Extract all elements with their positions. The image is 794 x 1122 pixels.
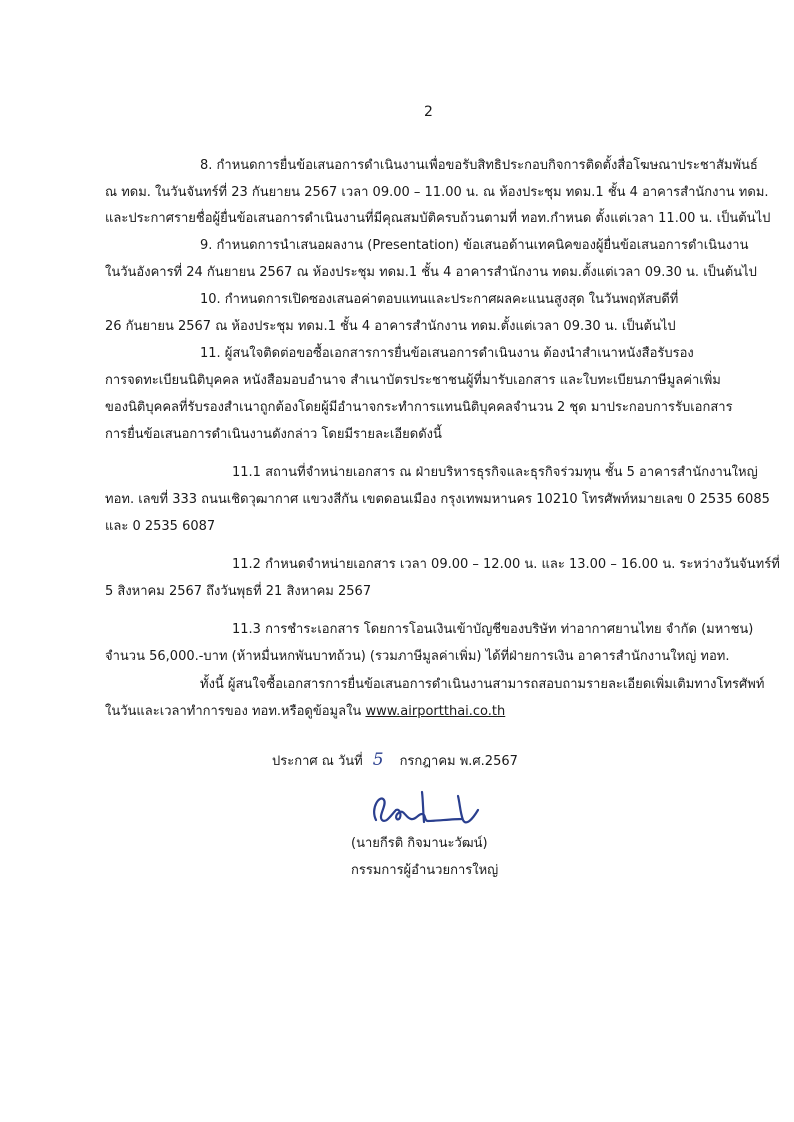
closing-line-1: ทั้งนี้ ผู้สนใจซื้อเอกสารการยื่นข้อเสนอการดำเนินงานสามารถสอบถามรายละเอียดเพิ่มเติมทางโทรศัพท์ xyxy=(200,677,765,692)
item-8-line-1: 8. กำหนดการยื่นข้อเสนอการดำเนินงานเพื่อขอรับสิทธิประกอบกิจการติดตั้งสื่อโฆษณาประชาสัมพันธ์ xyxy=(200,158,758,173)
item-11-line-4: การยื่นข้อเสนอการดำเนินงานดังกล่าว โดยมีรายละเอียดดังนี้ xyxy=(105,427,442,442)
closing-line-2 xyxy=(105,703,505,721)
item-9-line-1: 9. กำหนดการนำเสนอผลงาน (Presentation) ข้อเสนอด้านเทคนิคของผู้ยื่นข้อเสนอการดำเนินงาน xyxy=(200,238,749,253)
item-11-2-line-1: 11.2 กำหนดจำหน่ายเอกสาร เวลา 09.00 – 12.00 น. และ 13.00 – 16.00 น. ระหว่างวันจันทร์ที่ xyxy=(232,557,780,572)
signature-icon xyxy=(366,786,484,836)
signatory-title: กรรมการผู้อำนวยการใหญ่ xyxy=(351,863,499,878)
item-11-line-3: ของนิติบุคคลที่รับรองสำเนาถูกต้องโดยผู้มีอำนาจกระทำการแทนนิติบุคคลจำนวน 2 ชุด มาประกอบการรับเอกสาร xyxy=(105,400,733,415)
handwritten-day: 5 xyxy=(372,750,384,770)
announcement-date xyxy=(272,751,518,771)
item-11-1-line-3: และ 0 2535 6087 xyxy=(105,519,216,534)
item-8-line-3: และประกาศรายชื่อผู้ยื่นข้อเสนอการดำเนินงานที่มีคุณสมบัติครบถ้วนตามที่ ทอท.กำหนด ตั้งแต่เวลา 11.00 น. เป็นต้นไป xyxy=(105,211,771,226)
item-9-line-2: ในวันอังคารที่ 24 กันยายน 2567 ณ ห้องประชุม ทดม.1 ชั้น 4 อาคารสำนักงาน ทดม.ตั้งแต่เวลา 09.30 น. เป็นต้นไป xyxy=(105,265,757,280)
item-11-2-line-2: 5 สิงหาคม 2567 ถึงวันพุธที่ 21 สิงหาคม 2567 xyxy=(105,584,372,599)
item-11-1-line-1: 11.1 สถานที่จำหน่ายเอกสาร ณ ฝ่ายบริหารธุรกิจและธุรกิจร่วมทุน ชั้น 5 อาคารสำนักงานใหญ่ xyxy=(232,465,758,480)
item-11-3-line-1: 11.3 การชำระเอกสาร โดยการโอนเงินเข้าบัญชีของบริษัท ท่าอากาศยานไทย จำกัด (มหาชน) xyxy=(232,622,754,637)
page-number: 2 xyxy=(424,104,433,120)
item-10-line-1: 10. กำหนดการเปิดซองเสนอค่าตอบแทนและประกาศผลคะแนนสูงสุด ในวันพฤหัสบดีที่ xyxy=(200,292,679,307)
announcement-prefix: ประกาศ ณ วันที่ xyxy=(272,754,363,769)
item-11-3-line-2: จำนวน 56,000.-บาท (ห้าหมื่นหกพันบาทถ้วน) (รวมภาษีมูลค่าเพิ่ม) ได้ที่ฝ่ายการเงิน อาคารสำนักงานใหญ่ ทอท. xyxy=(105,649,730,664)
website-link[interactable]: www.airportthai.co.th xyxy=(365,704,506,719)
item-11-1-line-2: ทอท. เลขที่ 333 ถนนเชิดวุฒากาศ แขวงสีกัน เขตดอนเมือง กรุงเทพมหานคร 10210 โทรศัพท์หมายเลข 0 2535 6085 xyxy=(105,492,770,507)
item-8-line-2: ณ ทดม. ในวันจันทร์ที่ 23 กันยายน 2567 เวลา 09.00 – 11.00 น. ณ ห้องประชุม ทดม.1 ชั้น 4 อาคารสำนักงาน ทดม. xyxy=(105,185,769,200)
closing-text: ในวันและเวลาทำการของ ทอท.หรือดูข้อมูลใน xyxy=(105,704,362,719)
item-10-line-2: 26 กันยายน 2567 ณ ห้องประชุม ทดม.1 ชั้น 4 อาคารสำนักงาน ทดม.ตั้งแต่เวลา 09.30 น. เป็นต้นไป xyxy=(105,319,676,334)
item-11-line-1: 11. ผู้สนใจติดต่อขอซื้อเอกสารการยื่นข้อเสนอการดำเนินงาน ต้องนำสำเนาหนังสือรับรอง xyxy=(200,346,694,361)
signatory-name: (นายกีรติ กิจมานะวัฒน์) xyxy=(351,836,488,851)
item-11-line-2: การจดทะเบียนนิติบุคคล หนังสือมอบอำนาจ สำเนาบัตรประชาชนผู้ที่มารับเอกสาร และใบทะเบียนภาษีมูลค่าเพิ่ม xyxy=(105,373,721,388)
announcement-month-year: กรกฎาคม พ.ศ.2567 xyxy=(399,754,518,769)
